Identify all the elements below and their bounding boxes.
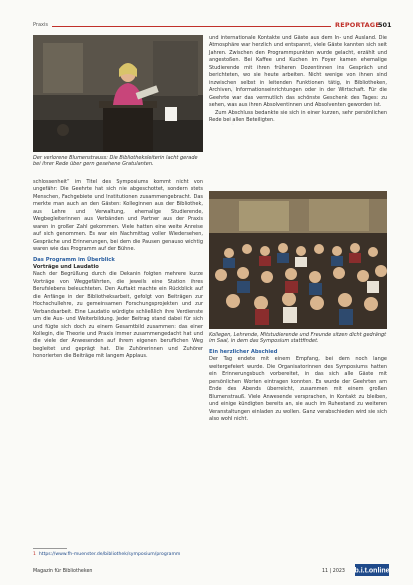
footnote [33,552,180,557]
bit-online-logo [355,564,389,576]
audience-photo-caption: Kollegen, Lehrende, Mitstudierende und Freunde sitzen dicht gedrängt im Saal, in dem das Symposium stattfindet. [209,332,387,345]
speaker-photo [33,35,235,152]
speaker-photo-caption: Der verlorene Blumenstrauss: Die Bibliotheksleiterin lacht gerade bei ihrer Rede über gern gesehene Gratulanten. [33,155,198,168]
footnote-link[interactable]: https://www.fh-muenster.de/bibliothek/symposium/programm [38,552,181,557]
header-rule [52,26,331,27]
left-subhead-secondary: Vorträge und Laudatio [33,263,99,270]
right-paragraph-3: Der Tag endete mit einem Empfang, bei dem noch lange weitergefeiert wurde. Die Organisatorinnen des Symposiums hatten ein Erinnerungsbuch vorbereitet, in das sich alle Gäste mit persönlichen Worten eintragen konnten. Es wurde der Geehrten am Ende des Abends überreicht, zusammen mit einem großen Blumenstrauß. Viele Anwesende versprachen, in Kontakt zu bleiben, und einige kündigten bereits an, sie auch im Ruhestand zu weiteren Veranstaltungen einladen zu wollen. Ganz verabschieden wird sie sich also wohl nicht. [209,356,387,423]
left-column [33,179,203,541]
audience-photo [209,191,387,329]
footnote-rule [33,548,67,549]
footer-issue: 11 | 2023 [322,569,345,574]
right-column-top [209,35,387,185]
photo-credit: Foto: Markus Horninger [231,83,235,125]
footer-publication: Magazin für Bibliotheken [33,569,93,574]
page-number: 501 [378,21,392,29]
footnote-number: 1 [33,552,36,557]
right-subhead: Ein herzlicher Abschied [209,349,278,355]
right-paragraph-1: und internationale Kontakte und Gäste aus dem In- und Ausland. Die Atmosphäre war herzlich und entspannt, viele Gäste kannten sich seit Jahren. Zwischen den Programmpunkten wurde gelacht, erzählt und angestoßen. Bei Kaffee und Kuchen im Foyer kamen ehemalige Studierende mit ihren früheren Dozentinnen ins Gespräch und berichteten, wo sie heute arbeiten. Nicht wenige von ihnen sind inzwischen selbst in leitenden Funktionen tätig, in Bibliotheken, Archiven, Informationseinrichtungen oder in der Wirtschaft. Für die Geehrte war das vermutlich das schönste Geschenk des Tages: zu sehen, was aus ihren Absolventinnen und Absolventen geworden ist. [209,35,387,109]
logo-text: b.i.t.online [354,567,390,575]
right-paragraph-2: Zum Abschluss bedankte sie sich in einer kurzen, sehr persönlichen Rede bei allen Beteiligten. [209,109,387,123]
left-paragraph-2: Nach der Begrüßung durch die Dekanin folgten mehrere kurze Vorträge von Weggefährten, die jeweils eine Station ihres Berufslebens beleuchteten. Den Auftakt machte ein Rückblick auf die Anfänge in der Bibliotheksarbeit, gefolgt von Beiträgen zur Hochschullehre, zu gemeinsamen Forschungsprojekten und zur Verbandsarbeit. Eine Laudatio würdigte schließlich ihre Verdienste um die Aus- und Weiterbildung. Jeder Beitrag stand dabei für sich und fügte sich doch zu einem Gesamtbild zusammen: das einer Kollegin, die Theorie und Praxis immer zusammengedacht hat und die viele der Anwesenden auf ihrem eigenen beruflichen Weg begleitet und geprägt hat. Die Zuhörerinnen und Zuhörer honorierten die Beiträge mit langem Applaus. [33,271,203,360]
left-subhead: Das Programm im Überblick [33,256,115,263]
right-column-bottom [209,349,387,541]
header-section-left: Praxis [33,22,48,28]
header-section-title: REPORTAGE [335,21,380,29]
left-paragraph-1: schlossenheit“ im Titel des Symposiums kommt nicht von ungefähr: Die Geehrte hat sich nie abgeschottet, sondern stets Menschen, Fachgebiete und Institutionen zusammengebracht. Das merkte man auch an den Gästen: Kolleginnen aus der Bibliothek, aus Lehre und Verwaltung, ehemalige Studierende, Wegbegleiterinnen aus Verbänden und Partner aus der Praxis waren in großer Zahl gekommen. Viele hatten eine weite Anreise auf sich genommen. Es war ein Nachmittag voller Wiedersehen, Gespräche und Erinnerungen, bei dem die Pausen genauso wichtig waren wie das Programm auf der Bühne. [33,179,203,253]
